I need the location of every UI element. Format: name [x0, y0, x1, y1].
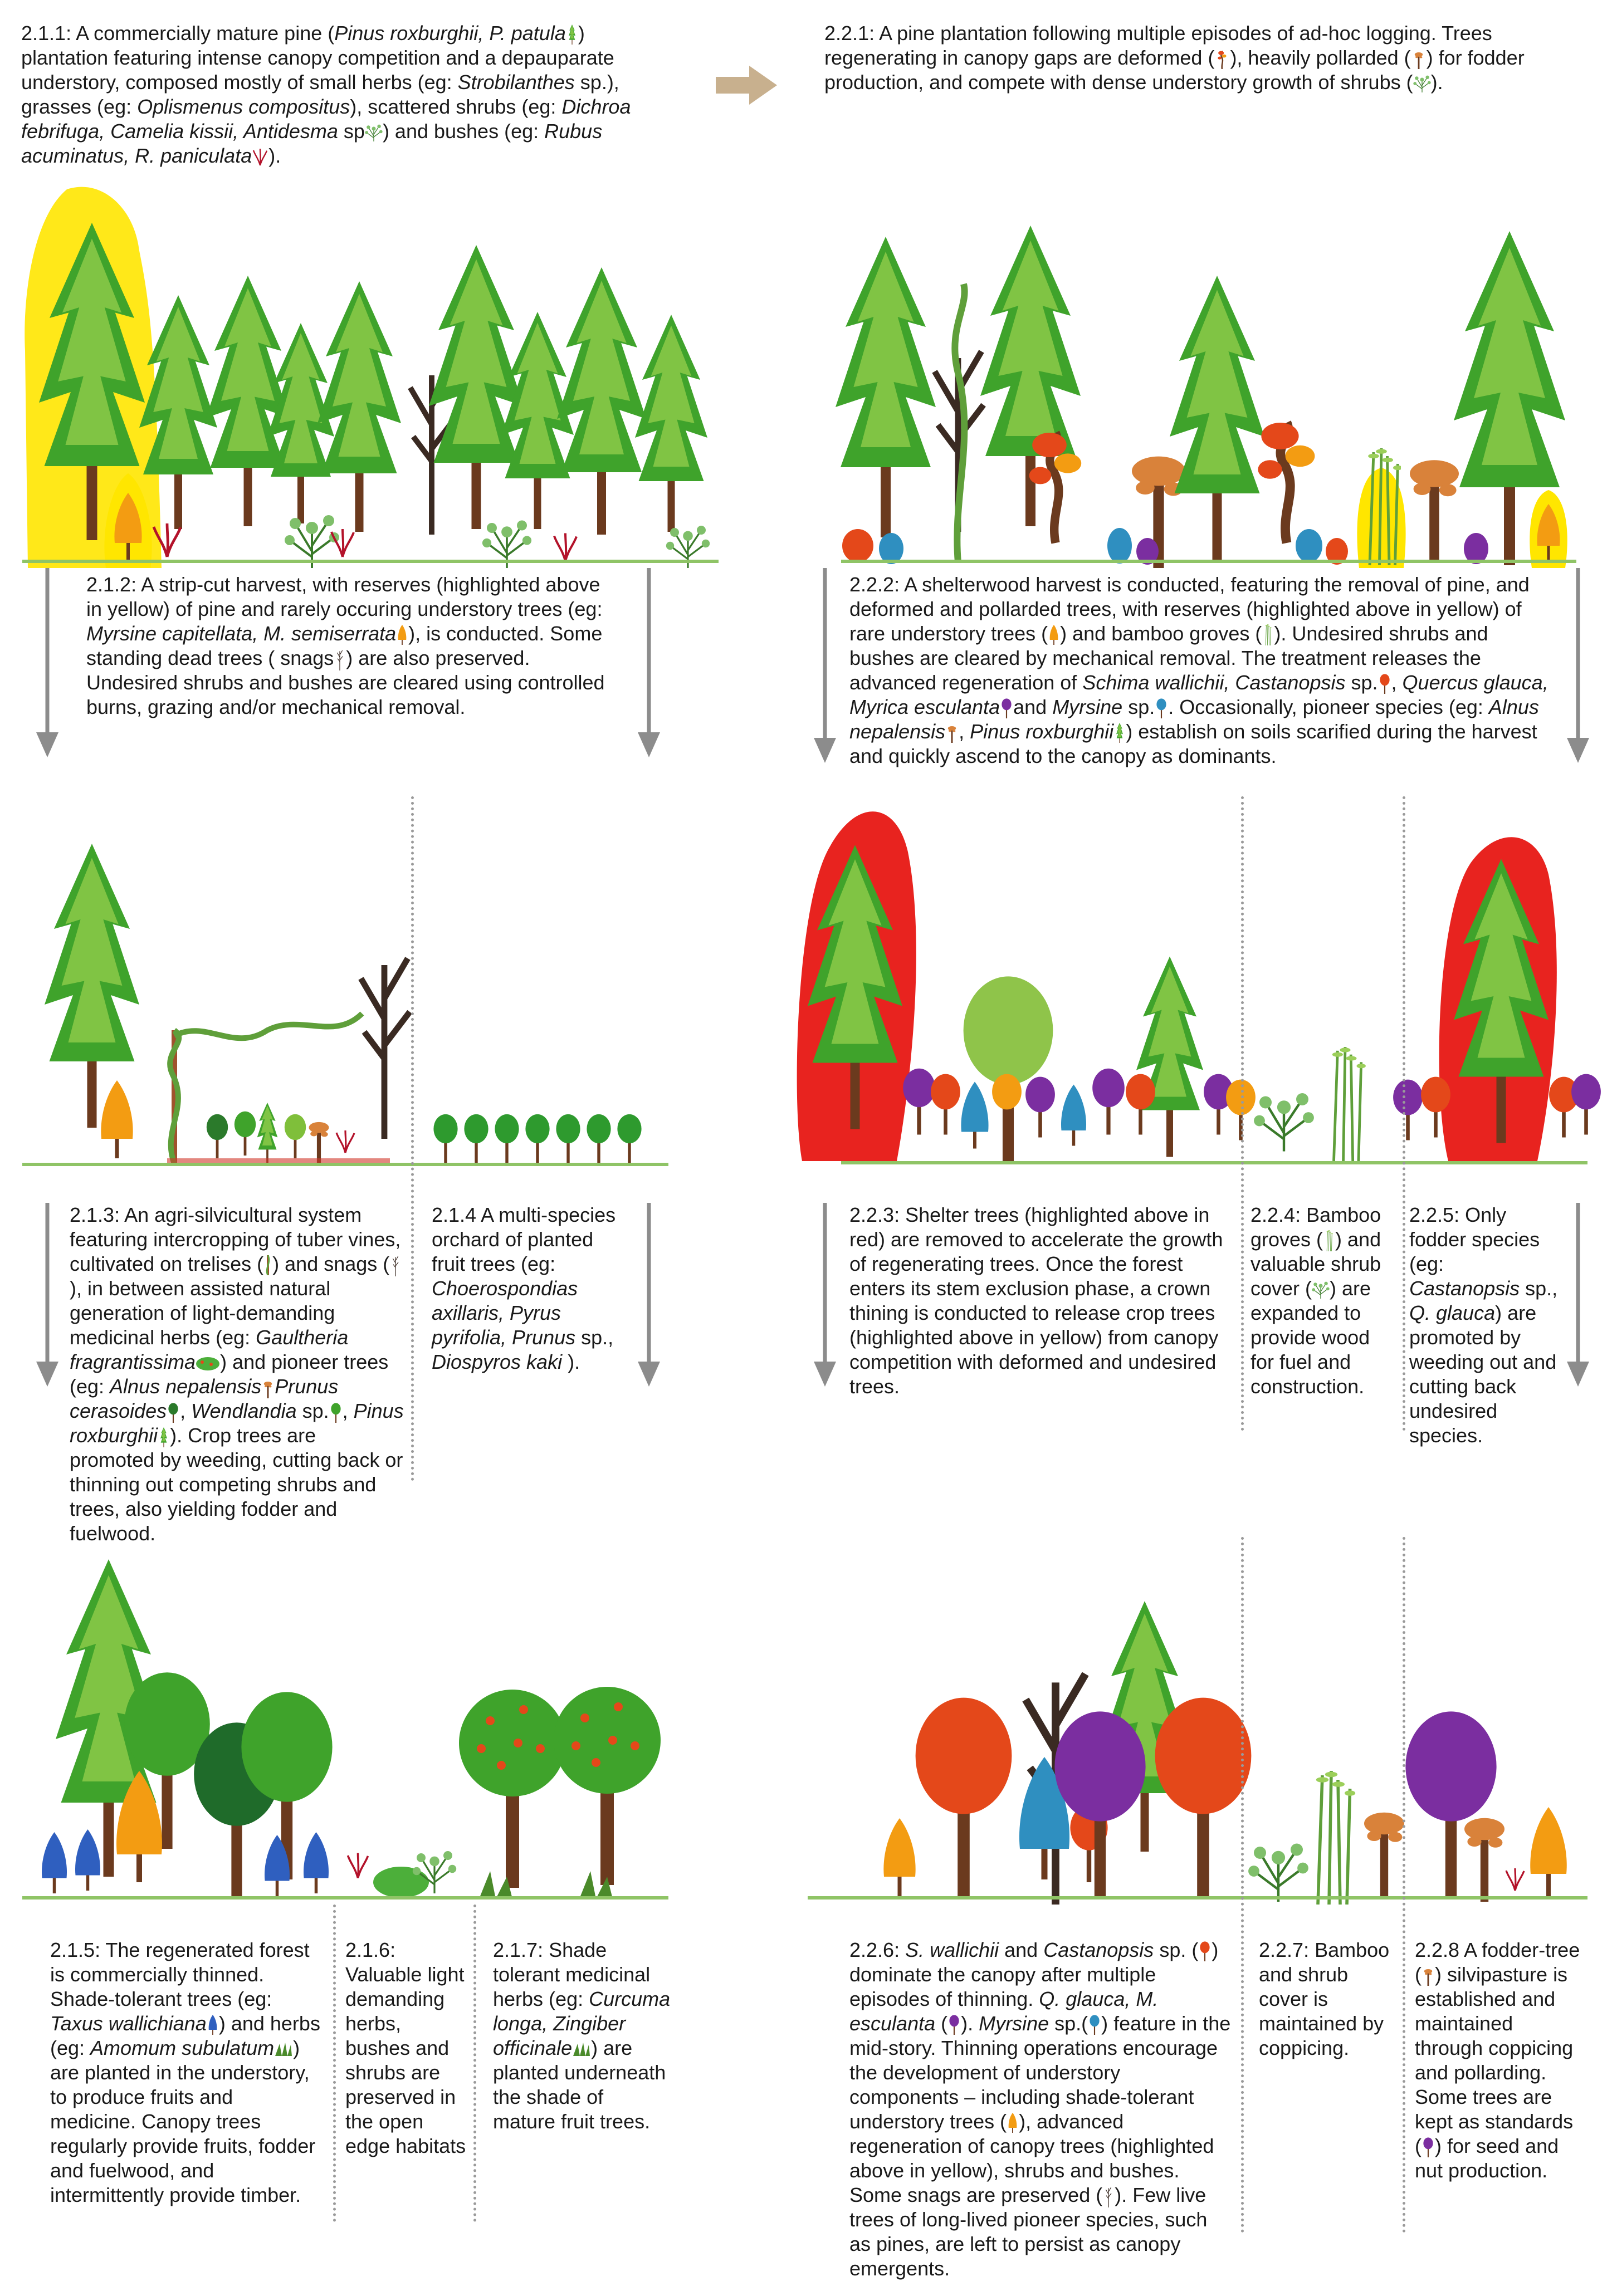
- caption-2-2-1: 2.2.1: A pine plantation following multiple episodes of ad-hoc logging. Trees regenerating in canopy gaps are deformed ( ), heavily pollarded ( ) for fodder production, and compete with dense understory growth of shrubs ( ).: [824, 22, 1525, 94]
- curcuma-icon: [572, 2042, 591, 2057]
- divider-line: [1241, 1537, 1244, 2233]
- caption-2-2-2: 2.2.2: A shelterwood harvest is conducted, featuring the removal of pine, and deformed and pollarded trees, with reserves (highlighted above in yellow) of rare understory trees ( ) and bamboo groves ( ). Undesired shrubs and bushes are cleared by mechanical removal. The treatment releases the advanced regeneration of Schima wallichii, Castanopsis sp. , Quercus glauca, Myrica esculanta and Myrsine sp. . Occasionally, pioneer species (eg: Alnus nepalensis , Pinus roxburghii ) establish on soils scarified during the harvest and quickly ascend to the canopy as dominants.: [849, 573, 1549, 767]
- orange-understory-icon: [396, 625, 408, 645]
- caption-2-1-1: 2.1.1: A commercially mature pine (Pinus roxburghii, P. patula ) plantation featuring intense canopy competition and a depauparate understory, composed mostly of small herbs (eg: Strobilanthes sp.), grasses (eg: Oplismenus compositus), scattered shrubs (eg: Dichroa febrifuga, Camelia kissii, Antidesma sp ) and bushes (eg: Rubus acuminatus, R. paniculata ).: [21, 22, 631, 167]
- shrub-icon: [1312, 1281, 1330, 1299]
- alnus-icon: [945, 723, 959, 743]
- pine-icon: [1113, 723, 1126, 743]
- down-arrow: [635, 568, 663, 757]
- scene-2-1-5: [22, 1537, 702, 1905]
- caption-2-1-5: 2.1.5: The regenerated forest is commercially thinned. Shade-tolerant trees (eg: Taxus wallichiana ) and herbs (eg: Amomum subulatum ) are planted in the understory, to produce fruits and medicine. Canopy trees regularly provide fruits, fodder and fuelwood, and intermittently provide timber.: [50, 1938, 320, 2206]
- caption-2-1-7: 2.1.7: Shade tolerant medicinal herbs (eg: Curcuma longa, Zingiber officinale ) are planted underneath the shade of mature fruit trees.: [493, 1938, 671, 2133]
- myrsine-icon: [1155, 698, 1168, 718]
- orange-understory-icon: [1007, 2113, 1019, 2133]
- down-arrow: [33, 568, 61, 757]
- bamboo-icon: [1323, 1230, 1335, 1251]
- alnus-icon: [261, 1378, 275, 1398]
- pine-icon: [566, 25, 578, 45]
- castanopsis-icon: [1198, 1941, 1212, 1961]
- ground-line: [22, 1896, 668, 1900]
- quercus-icon: [1422, 2137, 1435, 2157]
- caption-2-1-3: 2.1.3: An agri-silvicultural system featuring intercropping of tuber vines, cultivated on trelises ( ) and snags (), in between assisted natural generation of light-demanding medicinal herbs (eg: Gaultheria fragrantissima ) and pioneer trees (eg: Alnus nepalensis Prunus cerasoides , Wendlandia sp. , Pinus roxburghii ). Crop trees are promoted by weeding, cutting back or thinning out competing shrubs and trees, also yielding fodder and fuelwood.: [70, 1203, 404, 1545]
- scene-2-2-3: [791, 791, 1604, 1169]
- divider-line: [1241, 796, 1244, 1431]
- scene-2-2-1: [808, 184, 1599, 574]
- right-arrow: [716, 66, 777, 105]
- pollarded-tree-icon: [1422, 1966, 1435, 1986]
- caption-2-2-3: 2.2.3: Shelter trees (highlighted above in red) are removed to accelerate the growth of regenerating trees. Once the forest enters its stem exclusion phase, a crown thining is conducted to release crop trees (highlighted above in yellow) from canopy competition with deformed and undesired trees.: [849, 1203, 1223, 1398]
- quercus-icon: [947, 2015, 961, 2035]
- down-arrow: [1564, 1203, 1592, 1387]
- caption-2-1-4: 2.1.4 A multi-species orchard of planted fruit trees (eg: Choerospondias axillaris, Pyrus pyrifolia, Prunus sp., Diospyros kaki ).: [432, 1203, 616, 1373]
- shrub-icon: [1413, 75, 1431, 92]
- quercus-icon: [1000, 698, 1013, 718]
- down-arrow: [811, 568, 839, 763]
- pollarded-tree-icon: [1411, 49, 1427, 69]
- caption-2-1-2: 2.1.2: A strip-cut harvest, with reserves (highlighted above in yellow) of pine and rarely occuring understory trees (eg: Myrsine capitellata, M. semiserrata ), is conducted. Some standing dead trees ( snags ) are also preserved. Undesired shrubs and bushes are cleared using controlled burns, grazing and/or mechanical removal.: [86, 573, 605, 719]
- down-arrow: [33, 1203, 61, 1387]
- scene-2-1-4: [429, 796, 680, 1175]
- trellis-icon: [263, 1255, 272, 1275]
- taxus-icon: [207, 2015, 219, 2035]
- divider-line: [473, 1905, 476, 2222]
- scene-2-1-3: [22, 796, 412, 1175]
- divider-line: [1403, 796, 1405, 1431]
- myrsine-icon: [1088, 2015, 1101, 2035]
- ground-line: [22, 560, 719, 563]
- caption-2-2-5: 2.2.5: Only fodder species (eg: Castanopsis sp., Q. glauca) are promoted by weeding out and cutting back undesired species.: [1409, 1203, 1558, 1447]
- shrub-icon: [365, 124, 383, 141]
- bush-icon: [252, 148, 268, 166]
- divider-line: [333, 1905, 336, 2222]
- amomum-icon: [274, 2042, 293, 2057]
- caption-2-2-8: 2.2.8 A fodder-tree ( ) silvipasture is established and maintained through coppicing and pollarding. Some trees are kept as standards ( ) for seed and nut production.: [1415, 1938, 1580, 2182]
- snag-icon: [1102, 2185, 1115, 2207]
- divider-line: [1403, 1537, 1405, 2233]
- ground-line: [841, 1161, 1587, 1164]
- prunus-icon: [167, 1403, 180, 1423]
- bamboo-icon: [1262, 624, 1274, 645]
- orange-understory-icon: [1048, 625, 1060, 645]
- wendlandia-icon: [329, 1403, 343, 1423]
- caption-2-2-6: 2.2.6: S. wallichii and Castanopsis sp. ( ) dominate the canopy after multiple episodes of thinning. Q. glauca, M. esculanta ( ). Myrsine sp.( ) feature in the mid-story. Thinning operations encourage the development of understory components – including shade-tolerant understory trees ( ), advanced regeneration of canopy trees (highlighted above in yellow), shrubs and bushes. Some snags are preserved ( ). Few live trees of long-lived pioneer species, such as pines, are left to persist as canopy emergents.: [849, 1938, 1231, 2280]
- regenerating-trees: [903, 1069, 1256, 1149]
- ground-line: [841, 560, 1576, 563]
- deformed-tree-icon: [1214, 49, 1230, 69]
- scene-2-2-6: [869, 1548, 1593, 1905]
- ground-line: [22, 1163, 668, 1166]
- schima-icon: [1378, 674, 1391, 694]
- ground-line: [808, 1896, 1587, 1900]
- caption-2-2-7: 2.2.7: Bamboo and shrub cover is maintained by coppicing.: [1259, 1938, 1390, 2059]
- snag-icon: [334, 648, 346, 670]
- down-arrow: [811, 1203, 839, 1387]
- snag-icon: [389, 1254, 402, 1276]
- divider-line: [411, 796, 414, 1481]
- caption-2-2-4: 2.2.4: Bamboo groves ( ) and valuable shrub cover ( ) are expanded to provide wood for fuel and construction.: [1250, 1203, 1381, 1398]
- down-arrow: [1564, 568, 1592, 763]
- pine-icon: [158, 1427, 170, 1447]
- down-arrow: [635, 1203, 663, 1387]
- scene-2-1-1: [22, 184, 763, 574]
- caption-2-1-6: 2.1.6: Valuable light demanding herbs, bushes and shrubs are preserved in the open edge habitats: [345, 1938, 466, 2157]
- gaultheria-icon: [196, 1357, 220, 1371]
